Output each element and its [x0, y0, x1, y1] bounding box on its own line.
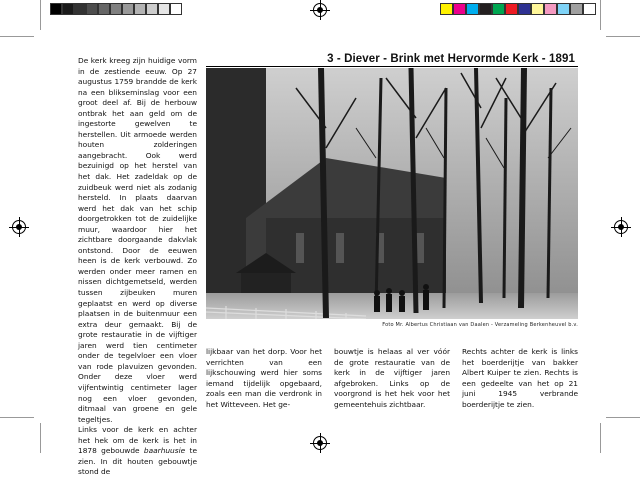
- color-swatch: [479, 3, 492, 15]
- crop-mark: [606, 36, 640, 37]
- crop-mark: [0, 36, 34, 37]
- color-swatch: [492, 3, 505, 15]
- gray-swatch: [122, 3, 134, 15]
- crop-mark: [600, 0, 601, 30]
- color-calibration-bar: [440, 3, 596, 15]
- gray-swatch: [134, 3, 146, 15]
- left-text-column: [78, 56, 197, 478]
- registration-mark-right: [614, 220, 628, 234]
- page-title: 3 - Diever - Brink met Hervormde Kerk - 1891: [327, 53, 575, 65]
- color-swatch: [453, 3, 466, 15]
- historic-photo-church: [206, 68, 578, 319]
- registration-mark-left: [12, 220, 26, 234]
- gray-swatch: [146, 3, 158, 15]
- color-swatch: [466, 3, 479, 15]
- gray-swatch: [50, 3, 62, 15]
- color-swatch: [583, 3, 596, 15]
- gray-swatch: [74, 3, 86, 15]
- color-swatch: [440, 3, 453, 15]
- color-swatch: [531, 3, 544, 15]
- color-swatch: [557, 3, 570, 15]
- color-swatch: [570, 3, 583, 15]
- crop-mark: [0, 417, 34, 418]
- photo-caption: Foto Mr. Albertus Christiaan van Daalen - Verzameling Berkenheuvel b.v.: [382, 322, 578, 328]
- color-swatch: [505, 3, 518, 15]
- bottom-text-column-2: [334, 347, 450, 410]
- italic-term: baarhuusie: [143, 446, 186, 456]
- color-swatch: [518, 3, 531, 15]
- bottom-text-column-3: [462, 347, 578, 410]
- paragraph: lijkbaar van het dorp. Voor het verrichten van een lijkschouwing werd hier soms iemand tijdelijk opgebaard, zoals een man die verdronk in het Witteveen. Het ge-: [206, 347, 322, 409]
- crop-mark: [600, 423, 601, 453]
- paragraph: Rechts achter de kerk is links het boerderijtje van bakker Albert Kuiper te zien. Rechts is een gedeelte van het op 21 juni 1945 verbrande boerderijtje te zien.: [462, 347, 578, 409]
- gray-swatch: [98, 3, 110, 15]
- gray-swatch: [170, 3, 182, 15]
- registration-mark-top: [313, 3, 327, 17]
- grayscale-calibration-bar: [50, 3, 182, 15]
- bottom-text-column-1: [206, 347, 322, 410]
- crop-mark: [40, 423, 41, 453]
- gray-swatch: [62, 3, 74, 15]
- paragraph: De kerk kreeg zijn huidige vorm in de zestiende eeuw. Op 27 augustus 1759 brandde de kerk na een blikseminslag voor een groot deel af. Bij de herbouw ontbrak het aan geld om de ingestorte gewelven te herstellen. Uit armoede werden houten zolderingen aangebracht. Ook werd bezuinigd op het herstel van het dak. Het zadeldak op de zuidbeuk werd niet als zodanig hersteld. In plaats daarvan werd het dak van het schip doorgetrokken tot de zuidelijke muur, waardoor hier het zichtbare doorgaande dakvlak ontstond. Door de eeuwen heen is de kerk verbouwd. Zo werden onder meer ramen en nissen dichtgemetseld, werden tussen zijbeuken muren geplaatst en werd op diverse plaatsen in de buitenmuur een extra deur gemaakt. Bij de grote restauratie in de vijftiger jaren werd tien centimeter onder de tegelvloer een vloer van rode plavuizen gevonden. Onder deze vloer werd vijfentwintig centimeter lager nog een vloer gevonden, ditmaal van groene en gele tegeltjes.: [78, 56, 197, 424]
- photo-illustration: [206, 68, 578, 319]
- paragraph: bouwtje is helaas al ver vóór de grote restauratie van de kerk in de vijftiger jaren afgebroken. Links op de voorgrond is het hek voor het gemeentehuis zichtbaar.: [334, 347, 450, 409]
- color-swatch: [544, 3, 557, 15]
- crop-mark: [606, 417, 640, 418]
- title-rule: [206, 66, 578, 67]
- crop-mark: [40, 0, 41, 30]
- gray-swatch: [86, 3, 98, 15]
- registration-mark-bottom: [313, 436, 327, 450]
- gray-swatch: [158, 3, 170, 15]
- paragraph: Links voor de kerk en achter het hek om de kerk is het in 1878 gebouwde baarhuusie te zien. In dit houten gebouwtje stond de: [78, 425, 197, 477]
- gray-swatch: [110, 3, 122, 15]
